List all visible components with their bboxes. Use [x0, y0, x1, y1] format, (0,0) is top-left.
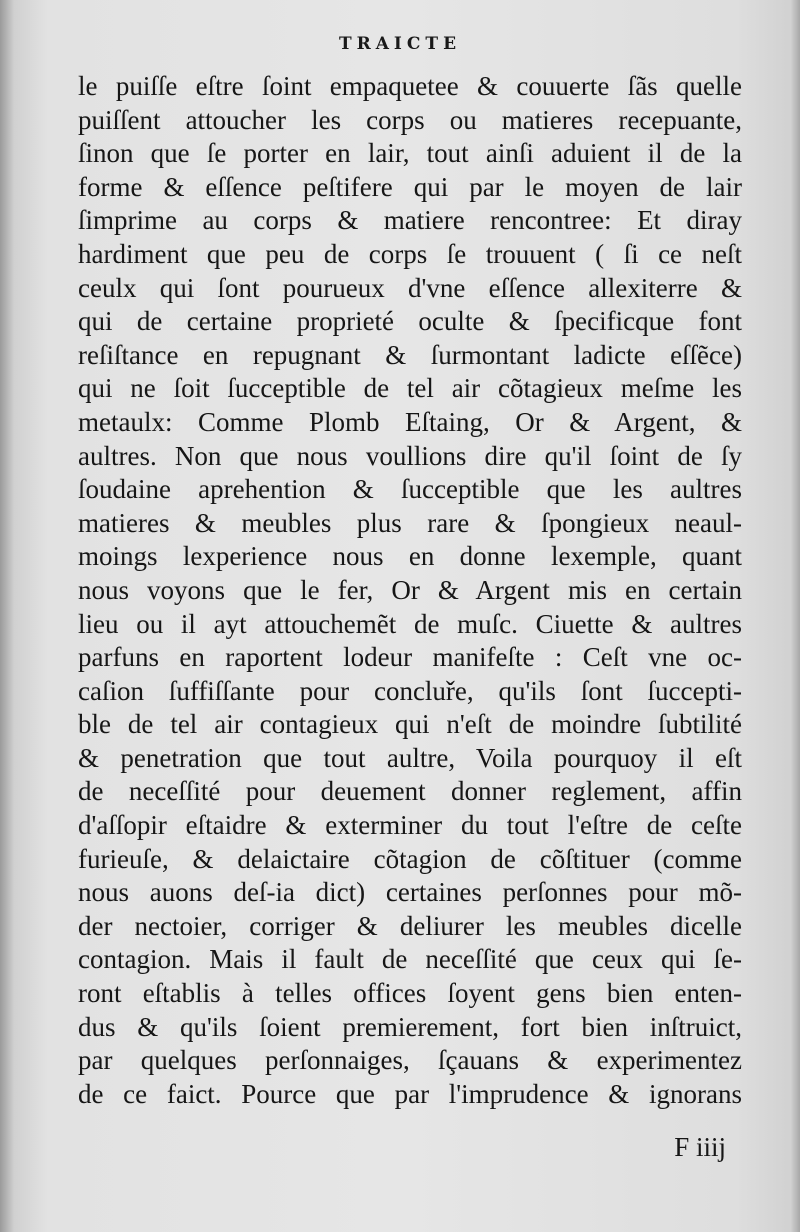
text-line: de ce faict. Pource que par l'imprudence & ignorans [78, 1078, 742, 1109]
text-line: qui ne ſoit ſucceptible de tel air cõtagieux meſme les [78, 373, 742, 404]
text-line: matieres & meubles plus rare & ſpongieux neaul- [78, 507, 742, 538]
text-line: ceulx qui ſont pourueux d'vne eſſence allexiterre & [78, 272, 742, 303]
body-text [78, 70, 742, 1111]
text-line: der nectoier, corriger & deliurer les meubles dicelle [78, 910, 742, 941]
text-line: & penetration que tout aultre, Voila pourquoy il eſt [78, 742, 742, 773]
text-line: hardiment que peu de corps ſe trouuent ( ſi ce neſt [78, 238, 742, 269]
text-line: par quelques perſonnaiges, ſçauans & experimentez [78, 1045, 742, 1076]
text-line: metaulx: Comme Plomb Eſtaing, Or & Argent, & [78, 406, 742, 437]
text-line: ront eſtablis à telles offices ſoyent gens bien enten- [78, 978, 742, 1009]
text-line: ſoudaine aprehention & ſucceptible que les aultres [78, 474, 742, 505]
text-line: puiſſent attoucher les corps ou matieres recepuante, [78, 104, 742, 135]
text-line: forme & eſſence peſtifere qui par le moyen de lair [78, 171, 742, 202]
text-line: contagion. Mais il fault de neceſſité que ceux qui ſe- [78, 944, 742, 975]
text-line: reſiſtance en repugnant & ſurmontant ladicte eſſẽce) [78, 339, 742, 370]
text-line: nous auons deſ-ia dict) certaines perſonnes pour mõ- [78, 877, 742, 908]
text-line: parfuns en raportent lodeur manifeſte : Ceſt vne oc- [78, 642, 742, 673]
text-line: ſinon que ſe porter en lair, tout ainſi aduient il de la [78, 138, 742, 169]
text-line: d'aſſopir eſtaidre & exterminer du tout l'eſtre de ceſte [78, 810, 742, 841]
text-line: lieu ou il ayt attouchemẽt de muſc. Ciuette & aultres [78, 608, 742, 639]
text-line: le puiſſe eſtre ſoint empaquetee & couuerte ſãs quelle [78, 71, 742, 101]
text-line: qui de certaine proprieté oculte & ſpecificque font [78, 306, 742, 337]
text-line: ble de tel air contagieux qui n'eſt de moindre ſubtilité [78, 709, 742, 740]
text-line: dus & qu'ils ſoient premierement, fort bien inſtruict, [78, 1011, 742, 1042]
page-edge-left [0, 0, 14, 1232]
page-edge-right [790, 0, 800, 1232]
text-line: moings lexperience nous en donne lexemple, quant [78, 541, 742, 572]
signature-mark: F iiij [674, 1132, 726, 1162]
text-line: furieuſe, & delaictaire cõtagion de cõſtituer (comme [78, 843, 742, 874]
running-head: TRAICTE [338, 34, 462, 54]
text-line: ſimprime au corps & matiere rencontree: Et diray [78, 205, 742, 236]
text-line: aultres. Non que nous voullions dire qu'il ſoint de ſy [78, 440, 742, 471]
text-line: nous voyons que le fer, Or & Argent mis en certain [78, 574, 742, 605]
text-line: caſion ſuffiſſante pour concluře, qu'ils ſont ſuccepti- [78, 675, 742, 706]
text-line: de neceſſité pour deuement donner reglement, affin [78, 776, 742, 807]
